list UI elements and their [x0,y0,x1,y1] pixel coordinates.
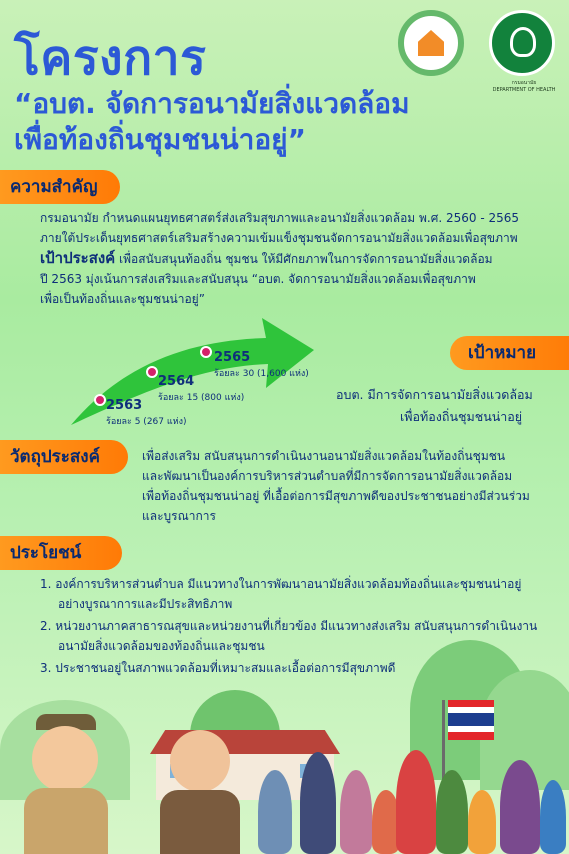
department-label [489,80,559,94]
importance-line: ปี 2563 มุ่งเน้นการส่งเสริมและสนับสนุน “อบต. จัดการอนามัยสิ่งแวดล้อมเพื่อสุขภาพ [40,272,476,286]
department-name-th: กรมอนามัย [511,80,537,86]
community-logo [398,10,464,76]
subtitle-line-1: “อบต. จัดการอนามัยสิ่งแวดล้อม [14,87,410,120]
timeline-dot-2563 [94,394,106,406]
benefits-heading: ประโยชน์ [0,536,122,570]
villager-character [436,770,468,854]
importance-text [40,208,560,309]
objective-text [142,446,562,526]
timeline-detail-2564: ร้อยละ 15 (800 แห่ง) [158,393,245,403]
target-text [336,384,556,428]
villager-character [340,770,372,854]
importance-line: ภายใต้ประเด็นยุทธศาสตร์เสริมสร้างความเข้มแข็งชุมชนจัดการอนามัยสิ่งแวดล้อมเพื่อสุขภาพ [40,231,518,245]
caduceus-icon [510,27,536,57]
objective-line: เพื่อท้องถิ่นชุมชนน่าอยู่ ที่เอื้อต่อการมีสุขภาพดีของประชาชนอย่างมีส่วนร่วม [142,489,530,503]
importance-line: กรมอนามัย กำหนดแผนยุทธศาสตร์ส่งเสริมสุขภาพและอนามัยสิ่งแวดล้อม พ.ศ. 2560 - 2565 [40,211,520,225]
target-line: อบต. มีการจัดการอนามัยสิ่งแวดล้อม [336,387,533,402]
project-title: โครงการ [14,30,207,86]
officer-character [14,714,124,854]
villager-character [540,780,566,854]
villager-character [468,790,496,854]
goal-keyword: เป้าประสงค์ [40,249,116,267]
villager-character [258,770,292,854]
target-heading: เป้าหมาย [450,336,569,370]
flag-pole [442,700,445,780]
house-icon [418,30,444,56]
subtitle-line-2: เพื่อท้องถิ่นชุมชนน่าอยู่” [14,123,306,156]
timeline-detail-2563: ร้อยละ 5 (267 แห่ง) [106,417,187,427]
villager-character [300,752,336,854]
benefit-item: 2. หน่วยงานภาคสาธารณสุขและหน่วยงานที่เกี่ยวข้อง มีแนวทางส่งเสริม สนับสนุนการดำเนินงาน อนามัยสิ่งแวดล้อมของท้องถิ่นและชุมชน [40,619,538,653]
timeline-year-2564: 2564 [158,374,195,389]
timeline-year-2563: 2563 [106,398,143,413]
department-name-en: DEPARTMENT OF HEALTH [492,87,556,93]
ministry-public-health-logo [489,10,555,76]
timeline-detail-2565: ร้อยละ 30 (1,600 แห่ง) [214,369,309,379]
objective-line: และบูรณาการ [142,509,216,523]
importance-line: เป้าประสงค์ เพื่อสนับสนุนท้องถิ่น ชุมชน ให้มีศักยภาพในการจัดการอนามัยสิ่งแวดล้อม [40,249,493,267]
timeline-dot-2565 [200,346,212,358]
benefit-item: 3. ประชาชนอยู่ในสภาพแวดล้อมที่เหมาะสมและเอื้อต่อการมีสุขภาพดี [40,661,396,675]
target-line: เพื่อท้องถิ่นชุมชนน่าอยู่ [400,409,523,424]
elderly-character [150,730,250,854]
objective-heading: วัตถุประสงค์ [0,440,128,474]
importance-heading: ความสำคัญ [0,170,120,204]
importance-line: เพื่อเป็นท้องถิ่นและชุมชนน่าอยู่” [40,292,205,306]
benefits-list [40,574,565,678]
benefit-item: 1. องค์การบริหารส่วนตำบล มีแนวทางในการพัฒนาอนามัยสิ่งแวดล้อมท้องถิ่นและชุมชนน่าอยู่ อย่างบูรณาการและมีประสิทธิภาพ [40,577,522,611]
villager-character [396,750,436,854]
objective-line: และพัฒนาเป็นองค์การบริหารส่วนตำบลที่มีการจัดการอนามัยสิ่งแวดล้อม [142,469,513,483]
villager-character [500,760,540,854]
project-subtitle [14,86,410,158]
objective-line: เพื่อส่งเสริม สนับสนุนการดำเนินงานอนามัยสิ่งแวดล้อมในท้องถิ่นชุมชน [142,449,506,463]
timeline-dot-2564 [146,366,158,378]
growth-arrow [66,300,316,430]
thai-flag-icon [448,700,494,740]
timeline-year-2565: 2565 [214,350,251,365]
